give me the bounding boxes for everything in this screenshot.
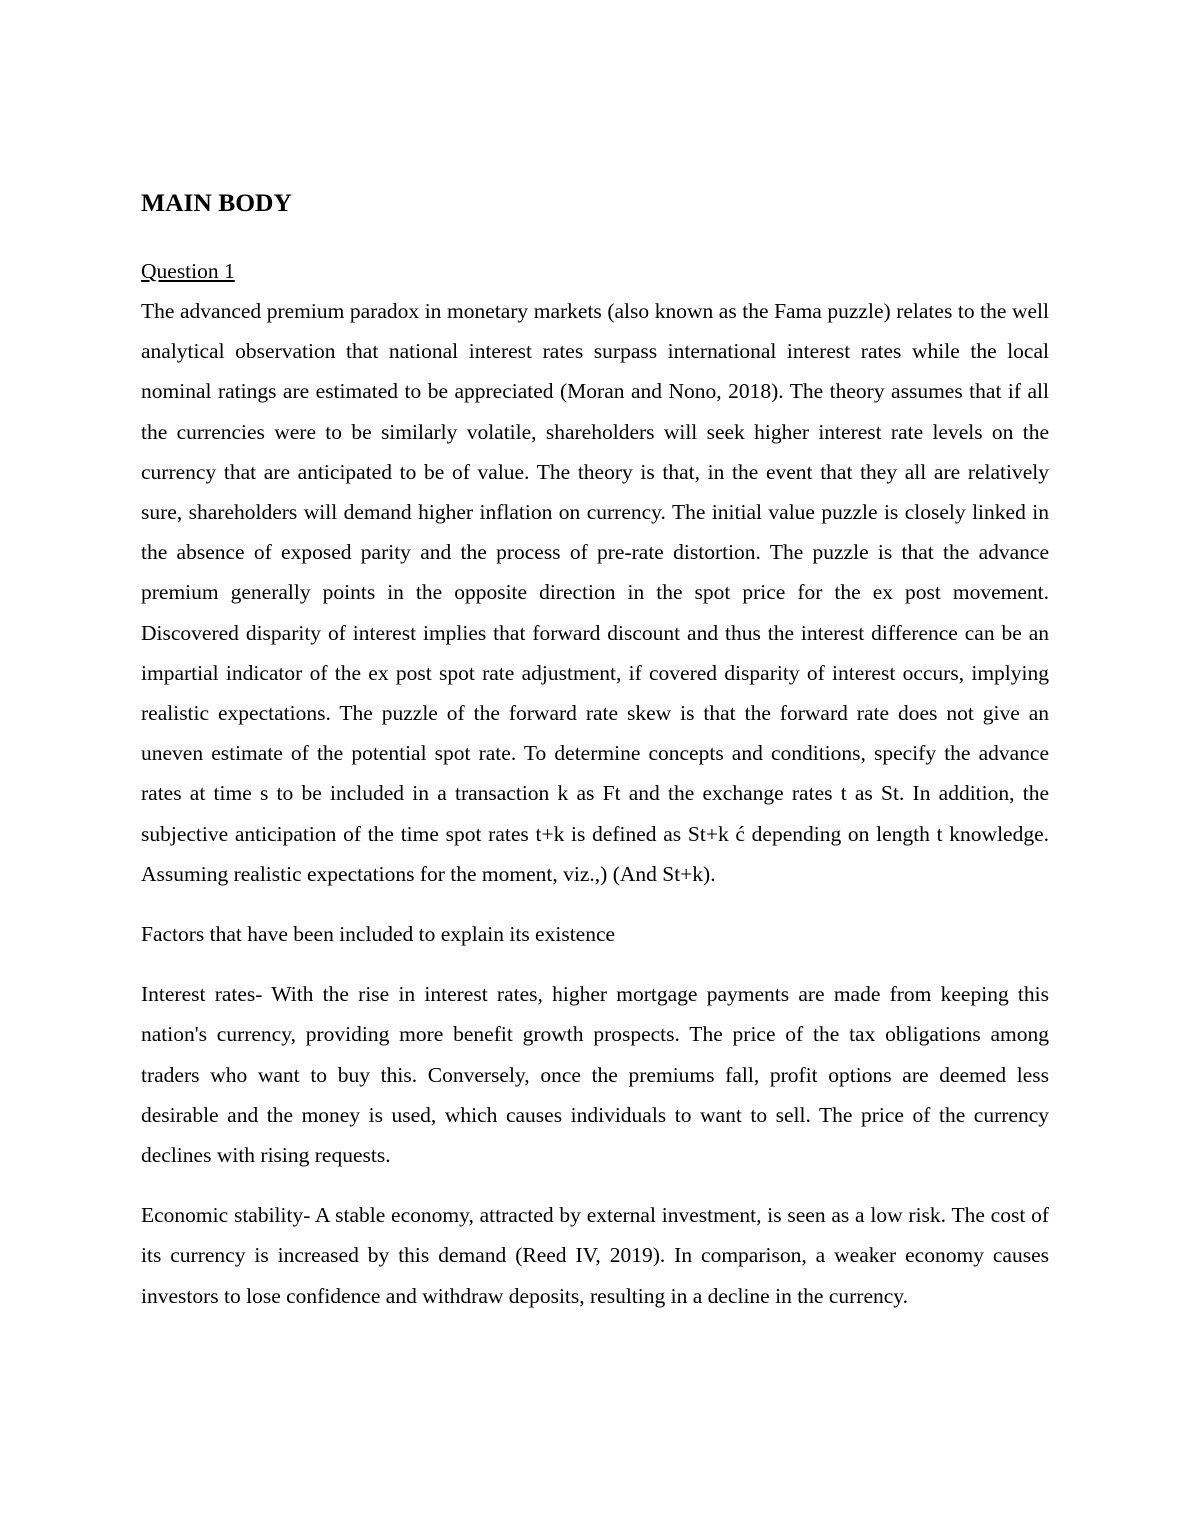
paragraph-factors-intro: Factors that have been included to explain its existence xyxy=(141,922,616,947)
paragraph-interest-rates: Interest rates- With the rise in interest rates, higher mortgage payments are made from keeping this nation's currency, providing more benefit growth prospects. The price of the tax obligations among traders who want to buy this. Conversely, once the premiums fall, profit options are deemed less desirable and the money is used, which causes individuals to want to sell. The price of the currency declines with rising requests. xyxy=(141,982,1049,1168)
paragraph-economic-stability: Economic stability- A stable economy, attracted by external investment, is seen as a low risk. The cost of its currency is increased by this demand (Reed IV, 2019). In comparison, a weaker economy causes investors to lose confidence and withdraw deposits, resulting in a decline in the currency. xyxy=(141,1203,1049,1308)
paragraph-fama-puzzle: The advanced premium paradox in monetary markets (also known as the Fama puzzle) relates to the well analytical observation that national interest rates surpass international interest rates while the local nominal ratings are estimated to be appreciated (Moran and Nono, 2018). The theory assumes that if all the currencies were to be similarly volatile, shareholders will seek higher interest rate levels on the currency that are anticipated to be of value. The theory is that, in the event that they all are relatively sure, shareholders will demand higher inflation on currency. The initial value puzzle is closely linked in the absence of exposed parity and the process of pre-rate distortion. The puzzle is that the advance premium generally points in the opposite direction in the spot price for the ex post movement. Discovered disparity of interest implies that forward discount and thus the interest difference can be an impartial indicator of the ex post spot rate adjustment, if covered disparity of interest occurs, implying realistic expectations. The puzzle of the forward rate skew is that the forward rate does not give an uneven estimate of the potential spot rate. To determine concepts and conditions, specify the advance rates at time s to be included in a transaction k as Ft and the exchange rates t as St. In addition, the subjective anticipation of the time spot rates t+k is defined as St+k ć depending on length t knowledge. Assuming realistic expectations for the moment, viz.,) (And St+k). xyxy=(141,299,1049,886)
question-label: Question 1 xyxy=(141,259,235,283)
document-page xyxy=(141,186,1049,1316)
section-heading: MAIN BODY xyxy=(141,188,292,217)
